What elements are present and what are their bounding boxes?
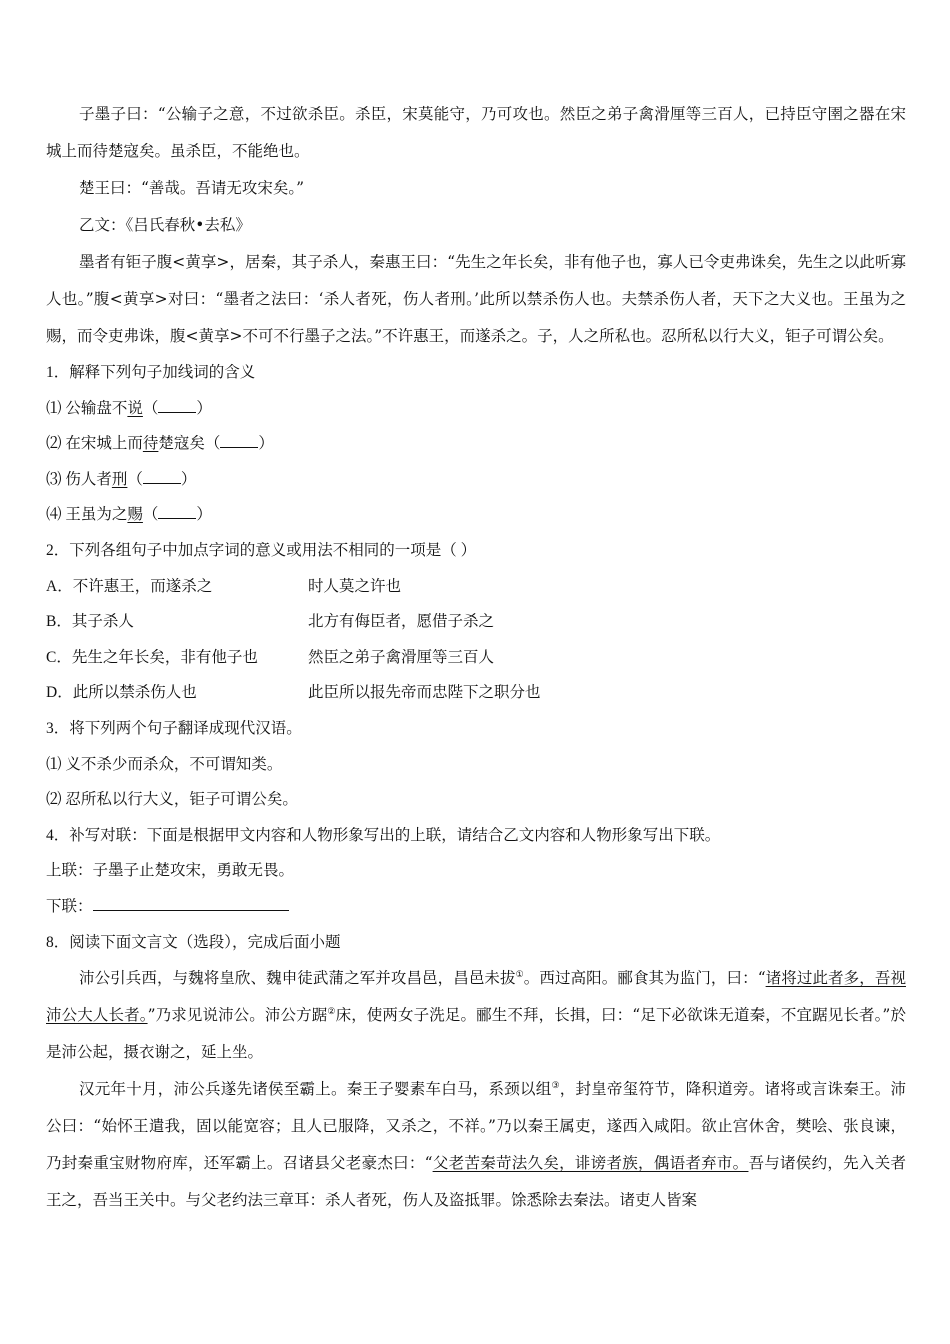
footnote-mark: ① [515,969,524,980]
passage-a-paragraph: 子墨子曰：“公输子之意，不过欲杀臣。杀臣，宋莫能守，乃可攻也。然臣之弟子禽滑厘等三百人，已持臣守圉之器在宋城上而待楚寇矣。虽杀臣，不能绝也。 [46,105,906,160]
question-1-item: ⑷ 王虽为之赐（ ） [46,506,212,524]
question-1-stem: 1．解释下列句子加线词的含义 [46,364,256,381]
underlined-word: 赐 [127,506,143,524]
question-2-option-d[interactable]: D．此所以禁杀伤人也 此臣所以报先帝而忠陛下之职分也 [46,684,541,702]
couplet-upper: 上联：子墨子止楚攻宋，勇敢无畏。 [46,862,295,880]
question-2-option-a[interactable]: A．不许惠王，而遂杀之 时人莫之许也 [46,577,402,595]
couplet-lower: 下联： [46,889,906,925]
passage-b-title: 乙文：《吕氏春秋•去私》 [79,216,251,234]
underlined-word: 刑 [111,470,128,488]
question-1-item: ⑶ 伤人者刑（ ） [46,470,197,488]
answer-blank[interactable] [158,398,196,413]
question-3-stem: 3．将下列两个句子翻译成现代汉语。 [46,719,302,737]
question-2-stem: 2．下列各组句子中加点字词的意义或用法不相同的一项是（ ） [46,541,477,559]
answer-blank[interactable] [93,896,289,911]
passage-b-body: 墨者有钜子腹<黄享>，居秦，其子杀人，秦惠王曰：“先生之年长矣，非有他子也，寡人已令吏弗诛矣，先生之以此听寡人也。”腹<黄享>对曰：“墨者之法曰：‘杀人者死，伤人者刑。’此所以禁杀伤人也。夫禁杀伤人者，天下之大义也。王虽为之赐，而令吏弗诛，腹<黄享>不可不行墨子之法。”不许惠王，而遂杀之。子，人之所私也。忍所私以行大义，钜子可谓公矣。 [46,253,906,345]
footnote-mark: ③ [551,1080,560,1091]
question-1-item: ⑵ 在宋城上而待楚寇矣（ ） [46,435,274,453]
answer-blank[interactable] [220,433,258,448]
passage-a-paragraph: 楚王曰：“善哉。吾请无攻宋矣。” [79,179,305,197]
question-1-item: ⑴ 公输盘不说（ ） [46,399,212,417]
question-2-option-c[interactable]: C．先生之年长矣，非有他子也 然臣之弟子禽滑厘等三百人 [46,648,495,666]
question-8-stem: 8．阅读下面文言文（选段），完成后面小题 [46,933,341,951]
underlined-word: 待 [142,435,159,453]
question-3-item: ⑵ 忍所私以行大义，钜子可谓公矣。 [46,791,298,809]
footnote-mark: ② [327,1006,336,1017]
passage-c-paragraph: 汉元年十月，沛公兵遂先诸侯至霸上。秦王子婴素车白马，系颈以组③，封皇帝玺符节，降积道旁。诸将或言诛秦王。沛公曰：“始怀王遣我，固以能宽容；且人已服降，又杀之，不祥。”乃以秦王属吏，遂西入咸阳。欲止宫休舍，樊哙、张良谏，乃封秦重宝财物府库，还军霸上。召诸县父老豪杰曰：“父老苦秦苛法久矣，诽谤者族，偶语者弃市。吾与诸侯约，先入关者王之，吾当王关中。与父老约法三章耳：杀人者死，伤人及盗抵罪。馀悉除去秦法。诸吏人皆案 [46,1080,906,1210]
underlined-sentence: 诸将过此者多，吾视沛公大人长者。 [46,969,906,1025]
underlined-word: 说 [127,399,143,417]
document-content [46,96,906,1219]
question-4-stem: 4．补写对联：下面是根据甲文内容和人物形象写出的上联，请结合乙文内容和人物形象写出下联。 [46,826,721,844]
underlined-sentence: 父老苦秦苛法久矣，诽谤者族，偶语者弃市。 [432,1154,749,1173]
question-2-option-b[interactable]: B．其子杀人 北方有侮臣者，愿借子杀之 [46,613,495,631]
answer-blank[interactable] [143,469,181,484]
answer-blank[interactable] [158,504,196,519]
question-3-item: ⑴ 义不杀少而杀众，不可谓知类。 [46,755,283,773]
passage-c-paragraph: 沛公引兵西，与魏将皇欣、魏申徒武蒲之军并攻昌邑，昌邑未拔①。西过高阳。郦食其为监门，曰：“诸将过此者多，吾视沛公大人长者。”乃求见说沛公。沛公方踞②床，使两女子洗足。郦生不拜，长揖，曰：“足下必欲诛无道秦，不宜踞见长者。”於是沛公起，摄衣谢之，延上坐。 [46,969,906,1062]
